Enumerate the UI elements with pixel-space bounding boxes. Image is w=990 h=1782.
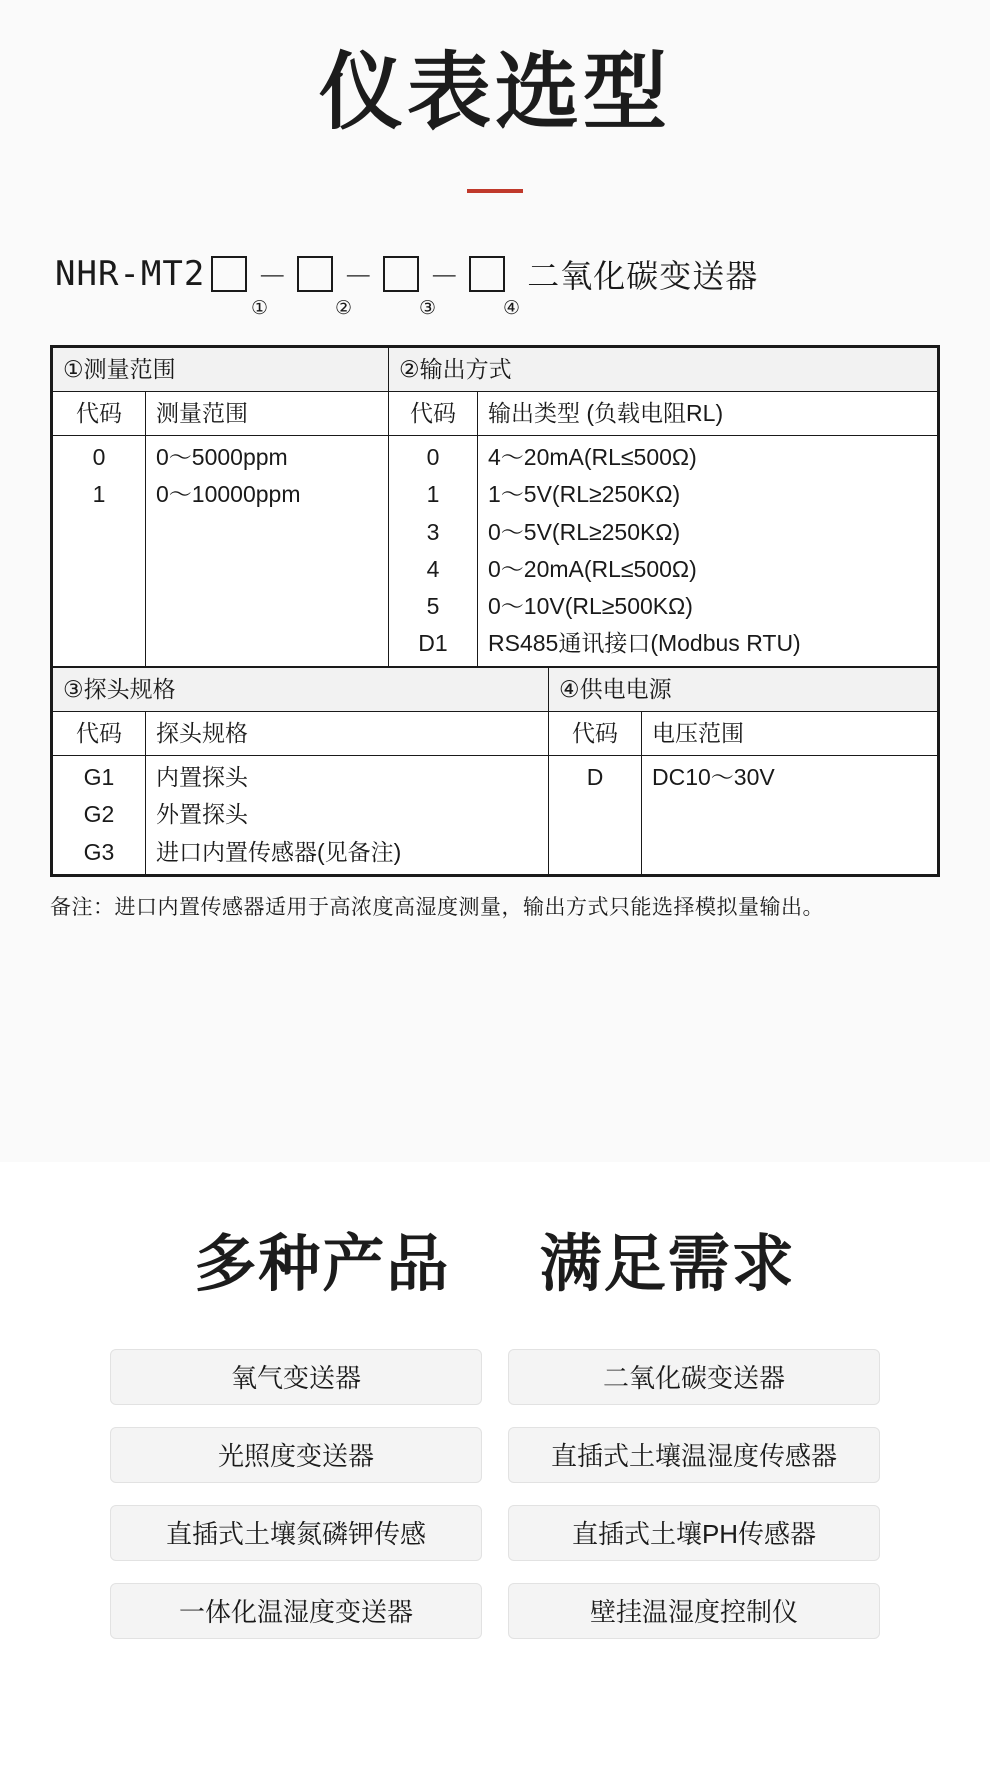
section-title-part2: 满足需求 [539,1227,796,1300]
output-value: 4～20mA(RL≤500Ω) [488,444,697,471]
output-value: 0～5V(RL≥250KΩ) [488,518,681,545]
model-box-1 [211,256,247,292]
code-value: D1 [418,630,448,657]
product-chip-co2-transmitter[interactable]: 二氧化碳变送器 [508,1349,880,1405]
table2-right-codes [549,756,642,875]
table1-sub-right-name: 输出类型 (负载电阻RL) [478,391,938,435]
table2-header-right: ④供电电源 [549,667,938,711]
product-chip-soil-ph-sensor[interactable]: 直插式土壤PH传感器 [508,1505,880,1561]
code-value: G3 [83,838,115,865]
code-value: 4 [426,555,440,582]
model-box-2 [297,256,333,292]
table1-sub-left-code: 代码 [53,391,146,435]
table2-left-codes [53,756,146,875]
output-value: 0～10V(RL≥500KΩ) [488,593,693,620]
table2-sub-left-name: 探头规格 [146,711,549,755]
range-value: 0～5000ppm [156,444,288,471]
table-row [53,436,938,667]
product-chip-illuminance-transmitter[interactable]: 光照度变送器 [110,1427,482,1483]
model-marker-4: ④ [503,297,521,319]
table2-sub-left-code: 代码 [53,711,146,755]
table1-header-left: ①测量范围 [53,347,389,391]
model-box-4 [469,256,505,292]
table1-left-codes [53,436,146,667]
model-markers [55,297,990,323]
probe-value: 进口内置传感器(见备注) [156,838,402,865]
product-chip-integrated-temp-humidity-transmitter[interactable]: 一体化温湿度变送器 [110,1583,482,1639]
table1-right-names [478,436,938,667]
spec-table-1 [50,345,940,669]
voltage-value: DC10～30V [652,764,775,791]
code-value: G1 [83,764,115,791]
code-value: 3 [426,518,440,545]
range-value: 0～10000ppm [156,481,301,508]
section-title [0,1214,990,1303]
model-suffix: 二氧化碳变送器 [527,257,759,294]
output-value: 0～20mA(RL≤500Ω) [488,555,697,582]
table1-right-codes [389,436,478,667]
table1-sub-left-name: 测量范围 [146,391,389,435]
table2-right-names [642,756,938,875]
title-divider [467,189,523,193]
probe-value: 外置探头 [156,801,248,828]
code-value: 1 [426,481,440,508]
code-value: 0 [426,444,440,471]
code-value: 5 [426,593,440,620]
section-title-part1: 多种产品 [194,1227,451,1300]
spec-table-2 [50,667,940,877]
table1-header-right: ②输出方式 [389,347,938,391]
model-dash-2: － [343,259,374,295]
probe-value: 内置探头 [156,764,248,791]
table-header-row [53,667,938,711]
table-subheader-row [53,711,938,755]
table2-left-names [146,756,549,875]
product-list-section [0,1162,990,1782]
code-value: G2 [83,801,115,828]
product-chip-wall-mounted-controller[interactable]: 壁挂温湿度控制仪 [508,1583,880,1639]
output-value: 1～5V(RL≥250KΩ) [488,481,681,508]
model-prefix: NHR-MT2 [55,253,206,294]
code-value: 1 [92,481,106,508]
model-marker-3: ③ [419,297,437,319]
output-value: RS485通讯接口(Modbus RTU) [488,630,801,657]
model-marker-1: ① [251,297,269,319]
code-value: D [586,764,604,791]
table1-sub-right-code: 代码 [389,391,478,435]
table2-sub-right-code: 代码 [549,711,642,755]
table-subheader-row [53,391,938,435]
table-header-row [53,347,938,391]
table2-sub-right-name: 电压范围 [642,711,938,755]
table2-header-left: ③探头规格 [53,667,549,711]
table-row [53,756,938,875]
product-chip-grid [45,1349,945,1639]
model-dash-3: － [429,259,460,295]
product-chip-oxygen-transmitter[interactable]: 氧气变送器 [110,1349,482,1405]
model-dash-1: － [257,259,288,295]
product-chip-soil-npk-sensor[interactable]: 直插式土壤氮磷钾传感 [110,1505,482,1561]
table1-left-names [146,436,389,667]
model-box-3 [383,256,419,292]
model-marker-2: ② [335,297,353,319]
code-value: 0 [92,444,106,471]
page-title: 仪表选型 [318,43,671,141]
model-code-line [55,251,990,297]
product-chip-soil-temp-humidity-sensor[interactable]: 直插式土壤温湿度传感器 [508,1427,880,1483]
table-note: 备注：进口内置传感器适用于高浓度高湿度测量，输出方式只能选择模拟量输出。 [50,895,824,919]
